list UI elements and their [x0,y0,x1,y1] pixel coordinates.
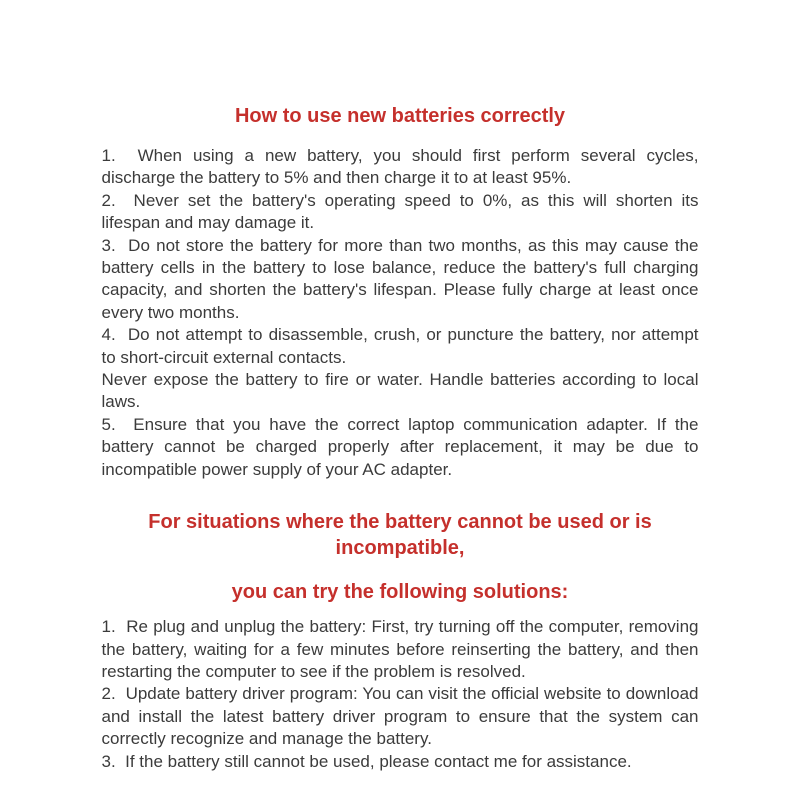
instruction-item: 3. Do not store the battery for more than two months, as this may cause the battery cells in the battery to lose balance, reduce the battery's full charging capacity, and shorten the battery's lifespan. Please fully charge at least once every two months. [101,235,699,322]
section2-body [102,616,699,773]
solution-item: 2. Update battery driver program: You can visit the official website to download and install the latest battery driver program to ensure that the system can correctly recognize and manage the battery. [101,684,699,749]
document-page [102,0,699,773]
section1-body [102,145,699,481]
instruction-item: 5. Ensure that you have the correct laptop communication adapter. If the battery cannot be charged properly after replacement, it may be due to incompatible power supply of your AC adapter. [101,414,699,479]
solution-item: 1. Re plug and unplug the battery: First, try turning off the computer, removing the battery, waiting for a few minutes before reinserting the battery, and then restarting the computer to see if the problem is resolved. [101,617,699,681]
instruction-item: Never expose the battery to fire or water. Handle batteries according to local laws. [101,370,699,412]
instruction-item: 2. Never set the battery's operating speed to 0%, as this will shorten its lifespan and may damage it. [101,190,699,233]
section2-title-line1: For situations where the battery cannot be used or is incompatible, [148,511,652,560]
instruction-item: 4. Do not attempt to disassemble, crush, or puncture the battery, nor attempt to short-circuit external contacts. [101,325,699,367]
section1-title: How to use new batteries correctly [234,105,566,127]
solution-item: 3. If the battery still cannot be used, please contact me for assistance. [101,751,632,771]
instruction-item: 1. When using a new battery, you should first perform several cycles, discharge the battery to 5% and then charge it to at least 95%. [101,146,699,188]
section2-title-line2: you can try the following solutions: [231,581,569,604]
